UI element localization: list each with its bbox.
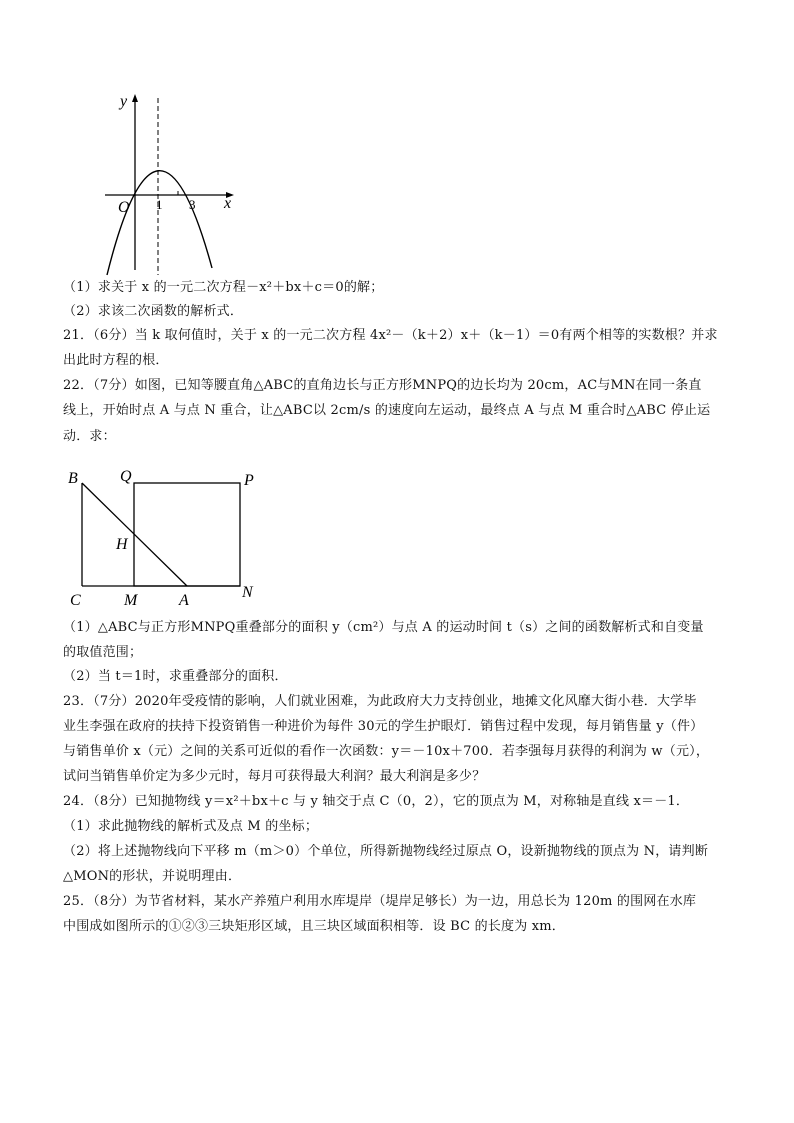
q24-part2-line2: △MON的形状，并说明理由． [63,869,242,884]
parabola-curve [107,171,212,275]
label-P: P [244,472,254,489]
tick-label-1: 1 [156,197,163,212]
y-axis-label: y [120,93,128,110]
q22-part1-line2: 的取值范围； [63,645,143,660]
q20-part1: （1）求关于 x 的一元二次方程－x²＋bx＋c＝0的解； [63,280,384,295]
q24-part2-line1: （2）将上述抛物线向下平移 m（m＞0）个单位，所得新抛物线经过原点 O，设新抛物线的顶点为 N，请判断 [63,844,709,859]
q24-line1: 24．（8分）已知抛物线 y＝x²＋bx＋c 与 y 轴交于点 C（0，2），它的顶点为 M，对称轴是直线 x＝－1． [63,794,690,809]
parabola-graph [100,90,250,280]
x-axis-label: x [224,195,232,212]
label-B: B [68,470,78,487]
q23-line1: 23．（7分）2020年受疫情的影响，人们就业困难，为此政府大力支持创业，地摊文化风靡大街小巷．大学毕 [63,694,697,709]
q25-line2: 中围成如图所示的①②③三块矩形区域，且三块区域面积相等．设 BC 的长度为 xm． [63,919,565,934]
q24-part1: （1）求此抛物线的解析式及点 M 的坐标； [63,819,319,834]
q23-line2: 业生李强在政府的扶持下投资销售一种进价为每件 30元的学生护眼灯．销售过程中发现，每月销售量 y（件） [63,719,704,734]
q22-part2: （2）当 t＝1时，求重叠部分的面积． [63,669,288,684]
q21-line2: 出此时方程的根． [63,353,169,368]
q22-part1-line1: （1）△ABC与正方形MNPQ重叠部分的面积 y（cm²）与点 A 的运动时间 t（s）之间的函数解析式和自变量 [63,620,704,635]
label-H: H [116,536,128,553]
square-MNPQ [134,483,240,586]
q22-line3: 动．求： [63,429,116,444]
q23-line4: 试问当销售单价定为多少元时，每月可获得最大利润？最大利润是多少？ [63,769,486,784]
tick-label-3: 3 [189,197,196,212]
q22-line2: 线上，开始时点 A 与点 N 重合，让△ABC以 2cm/s 的速度向左运动，最终点 A 与点 M 重合时△ABC 停止运 [63,403,711,418]
q22-line1: 22．（7分）如图，已知等腰直角△ABC的直角边长与正方形MNPQ的边长均为 20cm，AC与MN在同一条直 [63,378,702,393]
label-Q: Q [120,468,132,485]
q20-part2: （2）求该二次函数的解析式． [63,304,244,319]
q21-line1: 21．（6分）当 k 取何值时，关于 x 的一元二次方程 4x²－（k＋2）x＋（k－1）＝0有两个相等的实数根？并求 [63,328,718,343]
label-C: C [70,592,81,609]
triangle-square-figure [60,463,270,613]
q23-line3: 与销售单价 x（元）之间的关系可近似的看作一次函数：y＝－10x＋700．若李强每月获得的利润为 w（元）， [63,744,710,759]
label-A: A [179,592,189,609]
q25-line1: 25．（8分）为节省材料，某水产养殖户利用水库堤岸（堤岸足够长）为一边，用总长为 120m 的围网在水库 [63,894,697,909]
y-axis-arrow [132,94,138,102]
origin-label: O [118,199,130,216]
label-M: M [124,592,138,609]
label-N: N [242,584,253,601]
